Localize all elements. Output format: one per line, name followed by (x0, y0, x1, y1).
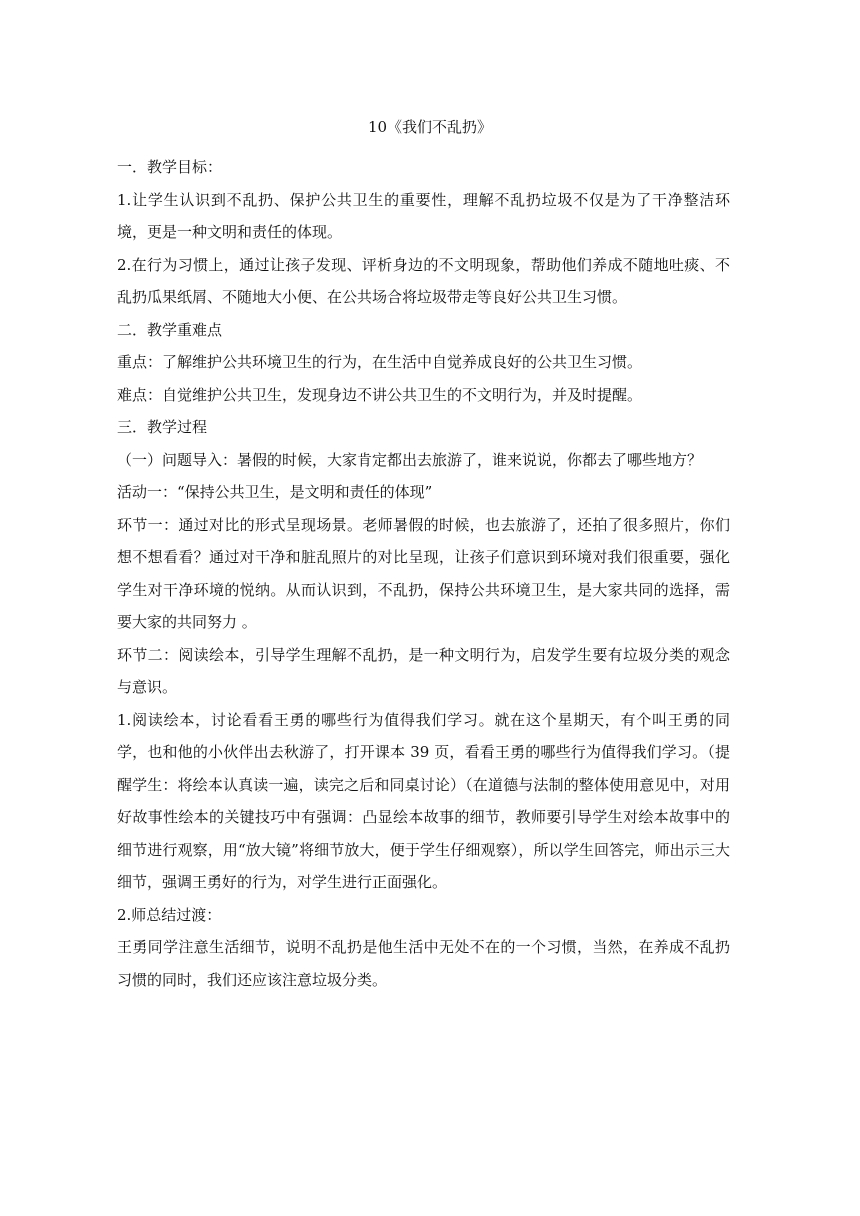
intro-question-paragraph: （一）问题导入：暑假的时候，大家肯定都出去旅游了，谁来说说，你都去了哪些地方？ (117, 450, 703, 469)
step-two-paragraph: 环节二：阅读绘本，引导学生理解不乱扔，是一种文明行为，启发学生要有垃圾分类的观念与意识。 (117, 645, 730, 696)
section-heading-objectives: 一．教学目标： (117, 158, 223, 176)
difficulty-paragraph: 难点：自觉维护公共卫生，发现身边不讲公共卫生的不文明行为，并及时提醒。 (117, 385, 643, 404)
step-one-paragraph: 环节一：通过对比的形式呈现场景。老师暑假的时候，也去旅游了，还拍了很多照片，你们想不想看看？通过对干净和脏乱照片的对比呈现，让孩子们意识到环境对我们很重要，强化学生对干净环境的悦纳。从而认识到，不乱扔，保持公共环境卫生，是大家共同的选择，需要大家的共同努力 。 (117, 515, 730, 631)
document-body (117, 151, 730, 996)
section-heading-process: 三．教学过程 (117, 418, 208, 436)
summary-paragraph: 王勇同学注意生活细节，说明不乱扔是他生活中无处不在的一个习惯，当然，在养成不乱扔习惯的同时，我们还应该注意垃圾分类。 (117, 938, 730, 989)
objective-paragraph-1: 1.让学生认识到不乱扔、保护公共卫生的重要性，理解不乱扔垃圾不仅是为了干净整洁环境，更是一种文明和责任的体现。 (117, 190, 730, 241)
reading-paragraph: 1.阅读绘本，讨论看看王勇的哪些行为值得我们学习。就在这个星期天，有个叫王勇的同学，也和他的小伙伴出去秋游了，打开课本 39 页，看看王勇的哪些行为值得我们学习。（提醒学生：将绘本认真读一遍，读完之后和同桌讨论）（在道德与法制的整体使用意见中，对用好故事性绘本的关键技巧中有强调：凸显绘本故事的细节，教师要引导学生对绘本故事中的细节进行观察，用“放大镜”将细节放大，便于学生仔细观察），所以学生回答完，师出示三大细节，强调王勇好的行为，对学生进行正面强化。 (117, 710, 730, 891)
objective-paragraph-2: 2.在行为习惯上，通过让孩子发现、评析身边的不文明现象，帮助他们养成不随地吐痰、不乱扔瓜果纸屑、不随地大小便、在公共场合将垃圾带走等良好公共卫生习惯。 (117, 255, 730, 306)
section-heading-key-points: 二．教学重难点 (117, 320, 223, 339)
key-point-paragraph: 重点：了解维护公共环境卫生的行为，在生活中自觉养成良好的公共卫生习惯。 (117, 353, 643, 371)
activity-one-heading: 活动一：“保持公共卫生，是文明和责任的体现” (117, 483, 433, 501)
summary-heading: 2.师总结过渡： (117, 905, 222, 924)
document-title: 10《我们不乱扔》 (367, 118, 493, 136)
